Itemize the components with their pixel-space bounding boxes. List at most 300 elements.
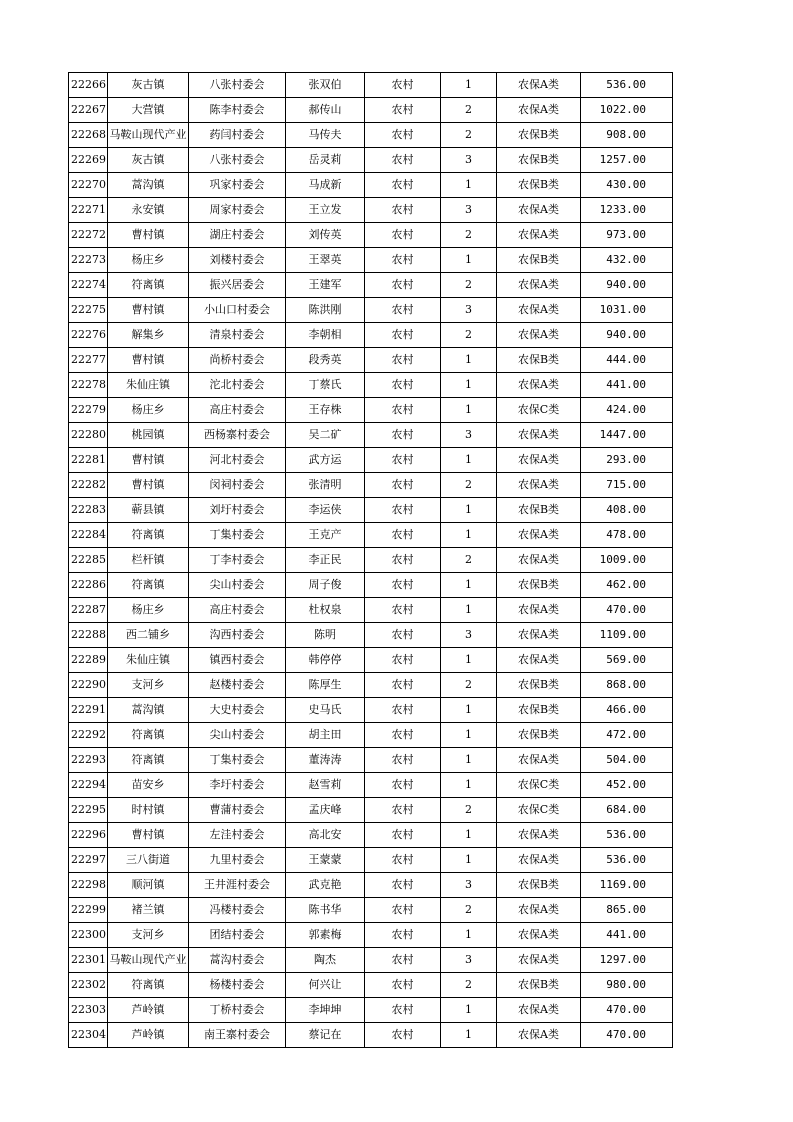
village-committee-cell: 尚桥村委会 [189,348,286,373]
table-row [69,798,673,823]
household-count-cell: 1 [441,573,497,598]
household-count-cell: 1 [441,448,497,473]
row-id-cell: 22286 [69,573,108,598]
name-cell: 李运侠 [286,498,365,523]
area-type-cell: 农村 [365,798,441,823]
village-committee-cell: 刘圩村委会 [189,498,286,523]
amount-cell: 940.00 [581,323,673,348]
village-committee-cell: 清泉村委会 [189,323,286,348]
amount-cell: 1022.00 [581,98,673,123]
amount-cell: 504.00 [581,748,673,773]
table-row [69,573,673,598]
area-type-cell: 农村 [365,148,441,173]
name-cell: 马成新 [286,173,365,198]
insurance-class-cell: 农保A类 [497,998,581,1023]
row-id-cell: 22303 [69,998,108,1023]
name-cell: 丁蔡氏 [286,373,365,398]
insurance-class-cell: 农保A类 [497,598,581,623]
town-cell: 马鞍山现代产业 [108,948,189,973]
table-row [69,673,673,698]
row-id-cell: 22266 [69,73,108,98]
insurance-class-cell: 农保A类 [497,73,581,98]
amount-cell: 536.00 [581,73,673,98]
village-committee-cell: 药闫村委会 [189,123,286,148]
insurance-class-cell: 农保A类 [497,623,581,648]
amount-cell: 441.00 [581,373,673,398]
town-cell: 符离镇 [108,573,189,598]
name-cell: 郝传山 [286,98,365,123]
insurance-class-cell: 农保B类 [497,973,581,998]
area-type-cell: 农村 [365,623,441,648]
village-committee-cell: 南王寨村委会 [189,1023,286,1048]
name-cell: 董涛涛 [286,748,365,773]
table-row [69,848,673,873]
insurance-class-cell: 农保B类 [497,148,581,173]
name-cell: 吴二矿 [286,423,365,448]
amount-cell: 1031.00 [581,298,673,323]
town-cell: 杨庄乡 [108,248,189,273]
village-committee-cell: 王井涯村委会 [189,873,286,898]
table-row [69,1023,673,1048]
table-row [69,198,673,223]
household-count-cell: 1 [441,923,497,948]
area-type-cell: 农村 [365,298,441,323]
household-count-cell: 1 [441,773,497,798]
town-cell: 解集乡 [108,323,189,348]
village-committee-cell: 周家村委会 [189,198,286,223]
town-cell: 永安镇 [108,198,189,223]
row-id-cell: 22280 [69,423,108,448]
household-count-cell: 2 [441,473,497,498]
area-type-cell: 农村 [365,448,441,473]
household-count-cell: 1 [441,748,497,773]
amount-cell: 1257.00 [581,148,673,173]
name-cell: 王建军 [286,273,365,298]
area-type-cell: 农村 [365,98,441,123]
name-cell: 王存株 [286,398,365,423]
insurance-class-cell: 农保B类 [497,173,581,198]
table-row [69,948,673,973]
town-cell: 曹村镇 [108,473,189,498]
household-count-cell: 1 [441,1023,497,1048]
row-id-cell: 22272 [69,223,108,248]
amount-cell: 569.00 [581,648,673,673]
area-type-cell: 农村 [365,198,441,223]
insurance-class-cell: 农保B类 [497,348,581,373]
insurance-class-cell: 农保A类 [497,1023,581,1048]
insurance-class-cell: 农保A类 [497,273,581,298]
name-cell: 李朝相 [286,323,365,348]
household-count-cell: 1 [441,698,497,723]
row-id-cell: 22288 [69,623,108,648]
name-cell: 刘传英 [286,223,365,248]
household-count-cell: 2 [441,973,497,998]
town-cell: 朱仙庄镇 [108,373,189,398]
row-id-cell: 22302 [69,973,108,998]
table-row [69,248,673,273]
name-cell: 王立发 [286,198,365,223]
table-row [69,473,673,498]
household-count-cell: 3 [441,198,497,223]
town-cell: 符离镇 [108,973,189,998]
village-committee-cell: 沱北村委会 [189,373,286,398]
village-committee-cell: 振兴居委会 [189,273,286,298]
area-type-cell: 农村 [365,748,441,773]
household-count-cell: 3 [441,623,497,648]
name-cell: 武克艳 [286,873,365,898]
area-type-cell: 农村 [365,498,441,523]
table-row [69,398,673,423]
row-id-cell: 22267 [69,98,108,123]
area-type-cell: 农村 [365,773,441,798]
insurance-class-cell: 农保C类 [497,398,581,423]
area-type-cell: 农村 [365,673,441,698]
village-committee-cell: 闵祠村委会 [189,473,286,498]
town-cell: 曹村镇 [108,823,189,848]
amount-cell: 1297.00 [581,948,673,973]
area-type-cell: 农村 [365,248,441,273]
row-id-cell: 22298 [69,873,108,898]
insurance-class-cell: 农保A类 [497,923,581,948]
household-count-cell: 2 [441,273,497,298]
amount-cell: 536.00 [581,848,673,873]
name-cell: 王克产 [286,523,365,548]
area-type-cell: 农村 [365,973,441,998]
area-type-cell: 农村 [365,548,441,573]
town-cell: 三八街道 [108,848,189,873]
amount-cell: 1169.00 [581,873,673,898]
village-committee-cell: 尖山村委会 [189,723,286,748]
household-count-cell: 3 [441,423,497,448]
row-id-cell: 22291 [69,698,108,723]
amount-cell: 452.00 [581,773,673,798]
table-row [69,173,673,198]
area-type-cell: 农村 [365,173,441,198]
town-cell: 朱仙庄镇 [108,648,189,673]
household-count-cell: 1 [441,73,497,98]
town-cell: 曹村镇 [108,348,189,373]
amount-cell: 466.00 [581,698,673,723]
row-id-cell: 22296 [69,823,108,848]
amount-cell: 430.00 [581,173,673,198]
village-committee-cell: 蒿沟村委会 [189,948,286,973]
name-cell: 韩停停 [286,648,365,673]
town-cell: 苗安乡 [108,773,189,798]
table-row [69,423,673,448]
town-cell: 灰古镇 [108,148,189,173]
insurance-class-cell: 农保B类 [497,723,581,748]
household-count-cell: 1 [441,998,497,1023]
amount-cell: 536.00 [581,823,673,848]
name-cell: 史马氏 [286,698,365,723]
amount-cell: 865.00 [581,898,673,923]
row-id-cell: 22282 [69,473,108,498]
table-row [69,498,673,523]
insurance-class-cell: 农保A类 [497,548,581,573]
village-committee-cell: 九里村委会 [189,848,286,873]
amount-cell: 444.00 [581,348,673,373]
table-row [69,648,673,673]
row-id-cell: 22297 [69,848,108,873]
household-count-cell: 1 [441,348,497,373]
area-type-cell: 农村 [365,723,441,748]
row-id-cell: 22275 [69,298,108,323]
insurance-class-cell: 农保A类 [497,98,581,123]
table-row [69,348,673,373]
town-cell: 褚兰镇 [108,898,189,923]
insurance-class-cell: 农保B类 [497,123,581,148]
insurance-class-cell: 农保A类 [497,898,581,923]
row-id-cell: 22278 [69,373,108,398]
insurance-class-cell: 农保A类 [497,423,581,448]
name-cell: 王蒙蒙 [286,848,365,873]
village-committee-cell: 陈李村委会 [189,98,286,123]
amount-cell: 980.00 [581,973,673,998]
village-committee-cell: 团结村委会 [189,923,286,948]
name-cell: 陶杰 [286,948,365,973]
insurance-class-cell: 农保A类 [497,948,581,973]
village-committee-cell: 巩家村委会 [189,173,286,198]
village-committee-cell: 湖庄村委会 [189,223,286,248]
village-committee-cell: 沟西村委会 [189,623,286,648]
insurance-class-cell: 农保A类 [497,748,581,773]
insurance-class-cell: 农保B类 [497,673,581,698]
amount-cell: 470.00 [581,1023,673,1048]
name-cell: 王翠英 [286,248,365,273]
village-committee-cell: 丁桥村委会 [189,998,286,1023]
row-id-cell: 22304 [69,1023,108,1048]
table-row [69,223,673,248]
name-cell: 陈洪刚 [286,298,365,323]
amount-cell: 1233.00 [581,198,673,223]
insurance-class-cell: 农保A类 [497,323,581,348]
household-count-cell: 3 [441,873,497,898]
row-id-cell: 22283 [69,498,108,523]
table-row [69,448,673,473]
insurance-class-cell: 农保A类 [497,298,581,323]
village-committee-cell: 八张村委会 [189,73,286,98]
village-committee-cell: 丁李村委会 [189,548,286,573]
household-count-cell: 2 [441,898,497,923]
name-cell: 陈厚生 [286,673,365,698]
village-committee-cell: 尖山村委会 [189,573,286,598]
village-committee-cell: 丁集村委会 [189,748,286,773]
row-id-cell: 22276 [69,323,108,348]
row-id-cell: 22279 [69,398,108,423]
row-id-cell: 22299 [69,898,108,923]
table-row [69,873,673,898]
village-committee-cell: 刘楼村委会 [189,248,286,273]
village-committee-cell: 八张村委会 [189,148,286,173]
table-row [69,548,673,573]
town-cell: 蒿沟镇 [108,173,189,198]
household-count-cell: 1 [441,248,497,273]
name-cell: 何兴让 [286,973,365,998]
town-cell: 符离镇 [108,748,189,773]
household-count-cell: 2 [441,673,497,698]
table-row [69,823,673,848]
table-row [69,123,673,148]
household-count-cell: 2 [441,798,497,823]
amount-cell: 462.00 [581,573,673,598]
town-cell: 芦岭镇 [108,1023,189,1048]
insurance-class-cell: 农保A类 [497,373,581,398]
insurance-class-cell: 农保A类 [497,823,581,848]
row-id-cell: 22289 [69,648,108,673]
insurance-class-cell: 农保C类 [497,798,581,823]
table-row [69,598,673,623]
amount-cell: 973.00 [581,223,673,248]
village-committee-cell: 赵楼村委会 [189,673,286,698]
area-type-cell: 农村 [365,398,441,423]
name-cell: 岳灵莉 [286,148,365,173]
village-committee-cell: 镇西村委会 [189,648,286,673]
table-row [69,773,673,798]
row-id-cell: 22295 [69,798,108,823]
row-id-cell: 22292 [69,723,108,748]
area-type-cell: 农村 [365,948,441,973]
amount-cell: 1109.00 [581,623,673,648]
amount-cell: 684.00 [581,798,673,823]
village-committee-cell: 李圩村委会 [189,773,286,798]
area-type-cell: 农村 [365,698,441,723]
town-cell: 杨庄乡 [108,598,189,623]
area-type-cell: 农村 [365,373,441,398]
name-cell: 赵雪莉 [286,773,365,798]
town-cell: 曹村镇 [108,298,189,323]
table-row [69,723,673,748]
village-committee-cell: 大史村委会 [189,698,286,723]
row-id-cell: 22277 [69,348,108,373]
name-cell: 张清明 [286,473,365,498]
town-cell: 灰古镇 [108,73,189,98]
village-committee-cell: 曹蒲村委会 [189,798,286,823]
row-id-cell: 22284 [69,523,108,548]
table-row [69,973,673,998]
name-cell: 段秀英 [286,348,365,373]
household-count-cell: 1 [441,373,497,398]
village-committee-cell: 左洼村委会 [189,823,286,848]
name-cell: 李坤坤 [286,998,365,1023]
household-count-cell: 3 [441,948,497,973]
table-row [69,298,673,323]
town-cell: 符离镇 [108,723,189,748]
town-cell: 曹村镇 [108,448,189,473]
amount-cell: 1447.00 [581,423,673,448]
insurance-class-cell: 农保A类 [497,473,581,498]
town-cell: 支河乡 [108,673,189,698]
insurance-class-cell: 农保A类 [497,648,581,673]
area-type-cell: 农村 [365,923,441,948]
household-count-cell: 1 [441,173,497,198]
town-cell: 马鞍山现代产业 [108,123,189,148]
town-cell: 蕲县镇 [108,498,189,523]
amount-cell: 472.00 [581,723,673,748]
name-cell: 陈明 [286,623,365,648]
row-id-cell: 22294 [69,773,108,798]
household-count-cell: 1 [441,723,497,748]
amount-cell: 478.00 [581,523,673,548]
area-type-cell: 农村 [365,423,441,448]
insurance-class-cell: 农保A类 [497,198,581,223]
village-committee-cell: 西杨寨村委会 [189,423,286,448]
table-row [69,898,673,923]
row-id-cell: 22287 [69,598,108,623]
town-cell: 杨庄乡 [108,398,189,423]
area-type-cell: 农村 [365,348,441,373]
household-count-cell: 1 [441,598,497,623]
amount-cell: 940.00 [581,273,673,298]
town-cell: 符离镇 [108,273,189,298]
name-cell: 武方运 [286,448,365,473]
village-committee-cell: 河北村委会 [189,448,286,473]
table-row [69,698,673,723]
household-count-cell: 1 [441,648,497,673]
name-cell: 郭素梅 [286,923,365,948]
table-row [69,273,673,298]
area-type-cell: 农村 [365,598,441,623]
table-row [69,623,673,648]
row-id-cell: 22285 [69,548,108,573]
household-count-cell: 2 [441,548,497,573]
insurance-class-cell: 农保B类 [497,873,581,898]
area-type-cell: 农村 [365,73,441,98]
household-count-cell: 2 [441,323,497,348]
town-cell: 支河乡 [108,923,189,948]
village-committee-cell: 高庄村委会 [189,398,286,423]
insurance-class-cell: 农保A类 [497,448,581,473]
name-cell: 蔡记在 [286,1023,365,1048]
table-body [69,73,673,1048]
insurance-class-cell: 农保B类 [497,498,581,523]
village-committee-cell: 冯楼村委会 [189,898,286,923]
table-row [69,73,673,98]
household-count-cell: 1 [441,848,497,873]
insurance-class-cell: 农保A类 [497,523,581,548]
row-id-cell: 22273 [69,248,108,273]
name-cell: 孟庆峰 [286,798,365,823]
town-cell: 蒿沟镇 [108,698,189,723]
row-id-cell: 22290 [69,673,108,698]
name-cell: 杜权泉 [286,598,365,623]
household-count-cell: 3 [441,298,497,323]
amount-cell: 715.00 [581,473,673,498]
town-cell: 栏杆镇 [108,548,189,573]
amount-cell: 424.00 [581,398,673,423]
row-id-cell: 22269 [69,148,108,173]
row-id-cell: 22293 [69,748,108,773]
insurance-class-cell: 农保A类 [497,223,581,248]
household-count-cell: 2 [441,223,497,248]
insurance-class-cell: 农保C类 [497,773,581,798]
town-cell: 时村镇 [108,798,189,823]
table-row [69,923,673,948]
amount-cell: 432.00 [581,248,673,273]
insurance-class-cell: 农保B类 [497,248,581,273]
town-cell: 大营镇 [108,98,189,123]
table-row [69,998,673,1023]
name-cell: 陈书华 [286,898,365,923]
amount-cell: 1009.00 [581,548,673,573]
name-cell: 张双伯 [286,73,365,98]
name-cell: 周子俊 [286,573,365,598]
table-row [69,323,673,348]
area-type-cell: 农村 [365,123,441,148]
household-count-cell: 2 [441,123,497,148]
area-type-cell: 农村 [365,273,441,298]
name-cell: 高北安 [286,823,365,848]
area-type-cell: 农村 [365,573,441,598]
